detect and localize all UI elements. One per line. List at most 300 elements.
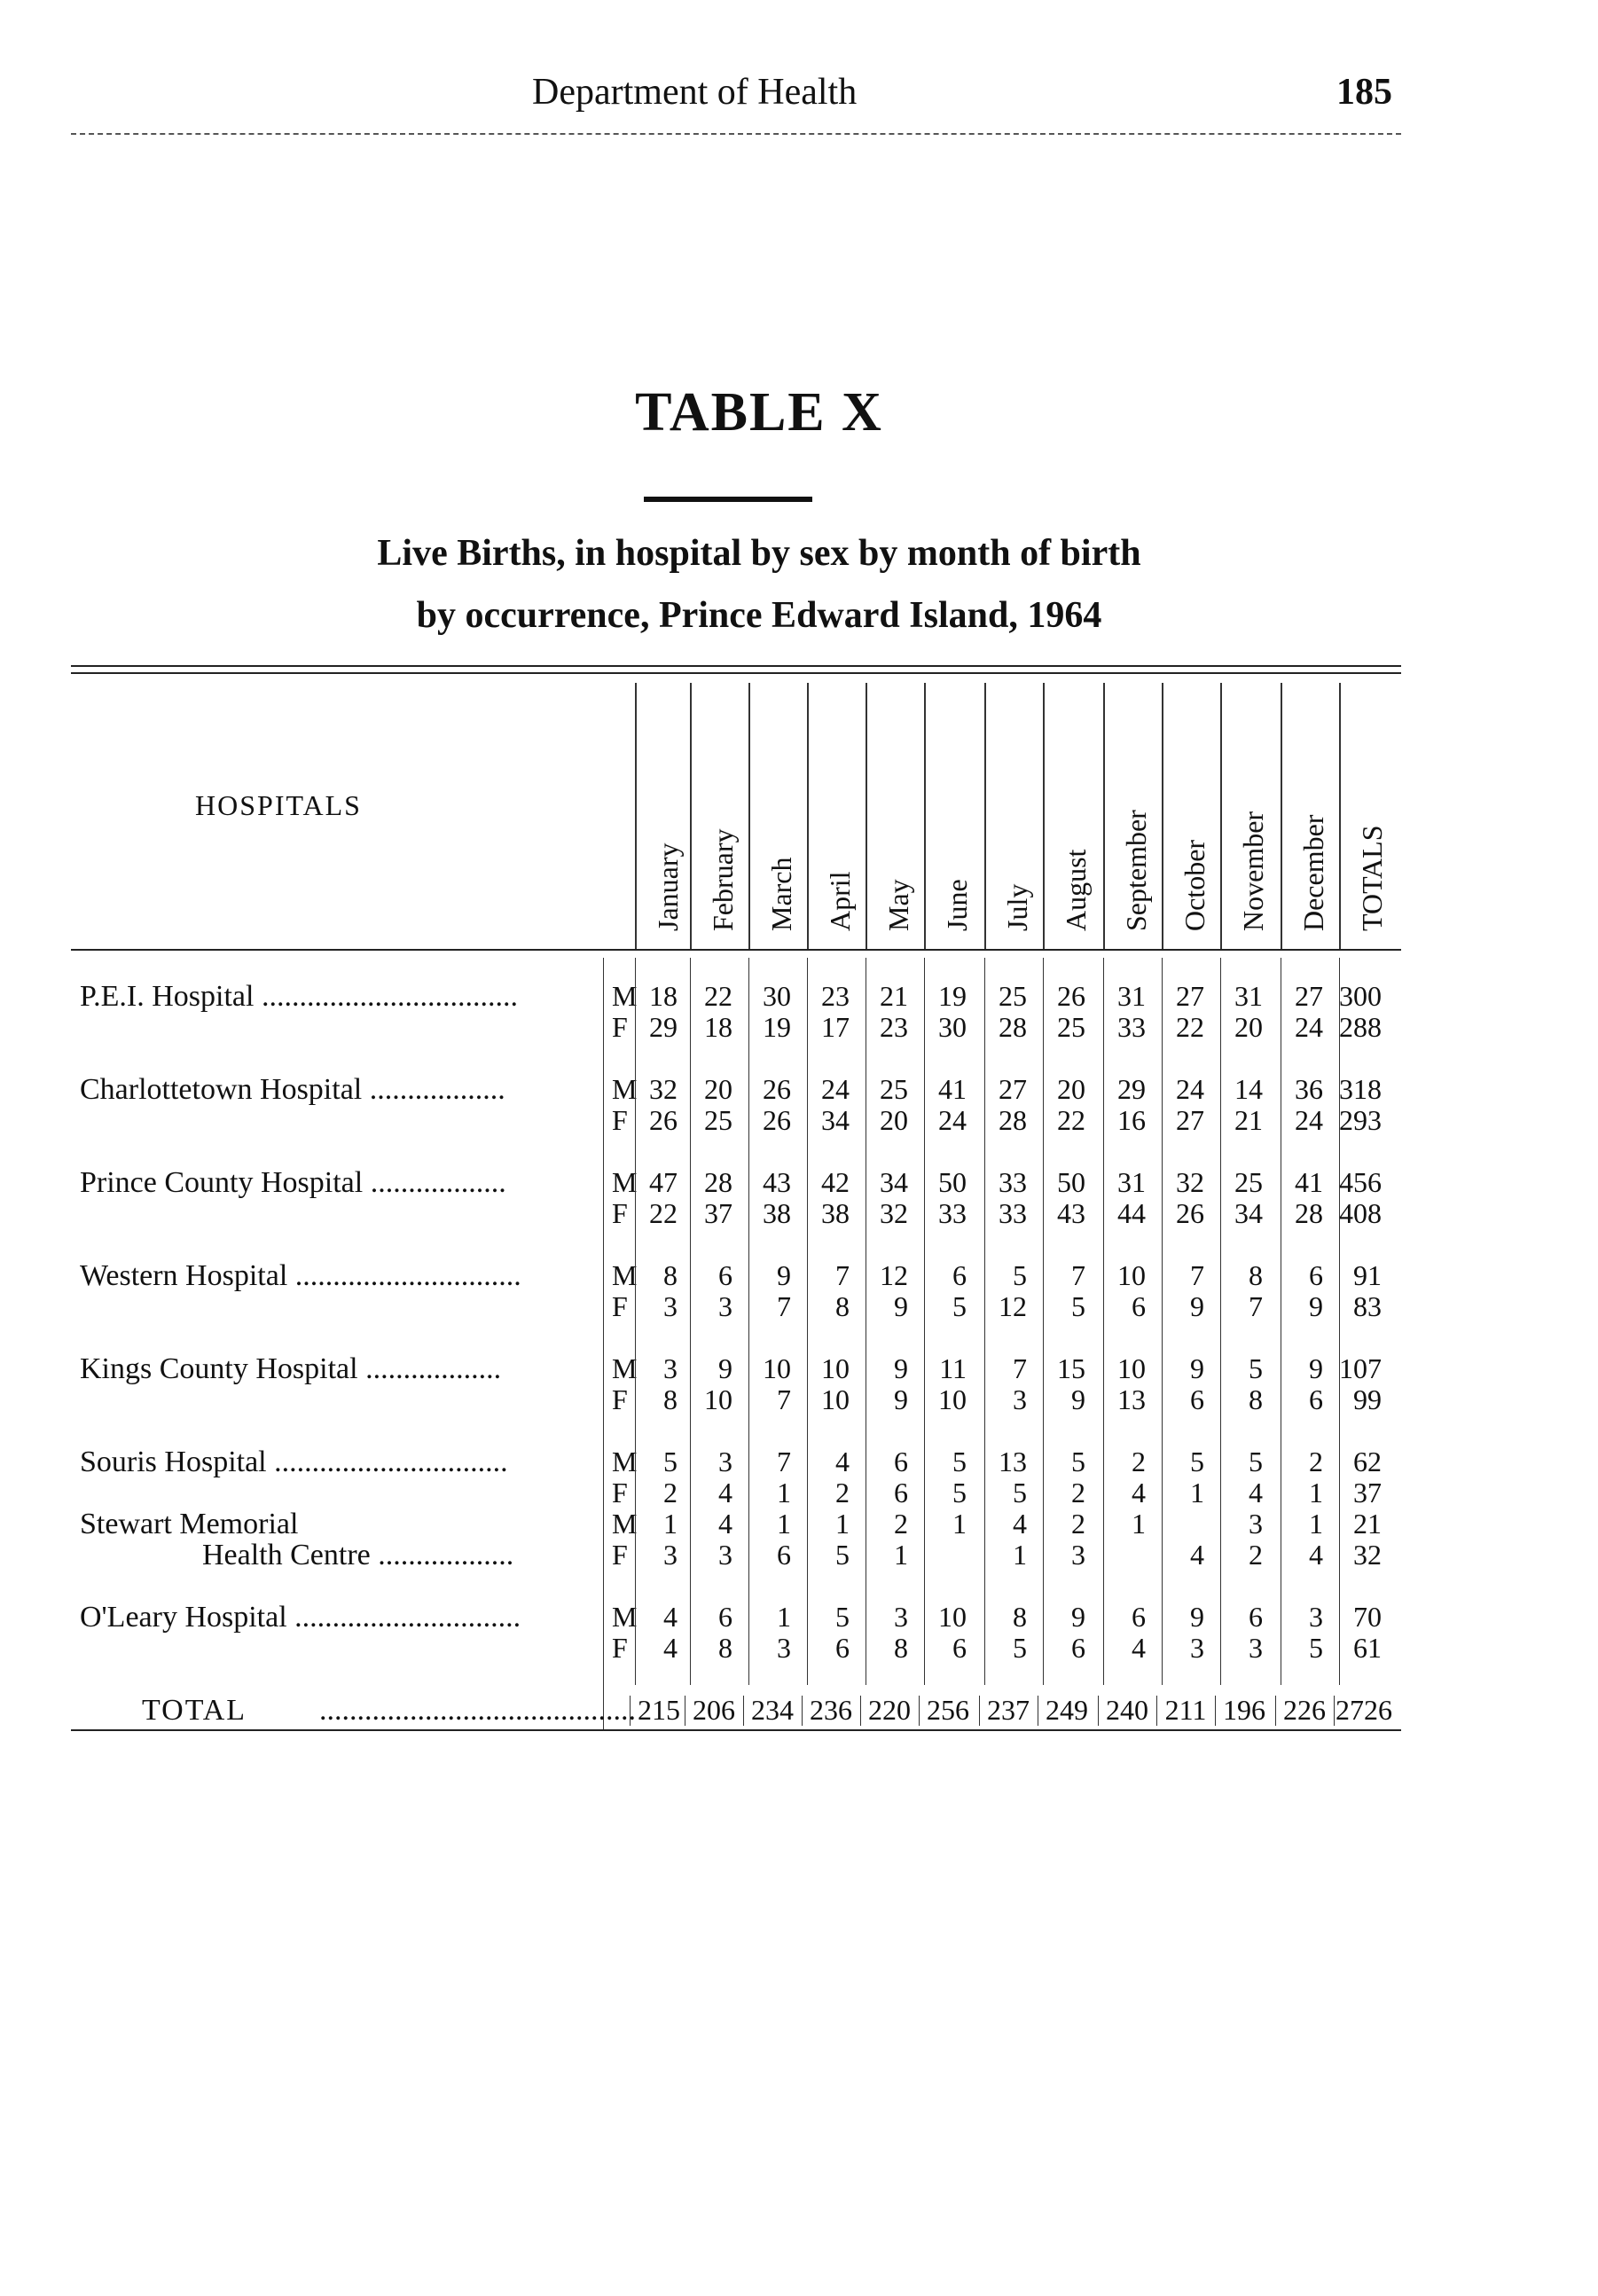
table-cell: 5 <box>835 1601 850 1633</box>
table-cell: 31 <box>1234 980 1263 1012</box>
total-divider <box>1334 1696 1335 1726</box>
table-cell: 8 <box>718 1632 732 1664</box>
table-cell: 25 <box>999 980 1027 1012</box>
table-cell: 2 <box>1132 1446 1146 1477</box>
row-total-cell: 83 <box>1353 1290 1382 1322</box>
table-cell: 19 <box>763 1011 791 1043</box>
table-cell: 4 <box>835 1446 850 1477</box>
month-header-october: October <box>1179 839 1210 931</box>
table-cell: 25 <box>880 1073 908 1105</box>
table-cell: 6 <box>1071 1632 1085 1664</box>
sex-label: F <box>612 1197 628 1229</box>
hospital-name: Kings County Hospital .................. <box>80 1352 502 1385</box>
table-cell: 7 <box>1013 1352 1027 1384</box>
table-cell: 3 <box>718 1539 732 1571</box>
table-cell: 6 <box>952 1259 967 1291</box>
row-total-cell: 288 <box>1339 1011 1382 1043</box>
table-cell: 4 <box>663 1632 678 1664</box>
table-cell: 18 <box>704 1011 732 1043</box>
table-cell: 7 <box>1249 1290 1263 1322</box>
sex-label: F <box>612 1632 628 1664</box>
table-cell: 7 <box>777 1383 791 1415</box>
total-cell: 196 <box>1223 1694 1265 1726</box>
column-divider <box>690 683 692 949</box>
month-header-july: July <box>1001 883 1033 931</box>
table-cell: 8 <box>1249 1259 1263 1291</box>
table-cell: 24 <box>1295 1011 1323 1043</box>
table-cell: 6 <box>1249 1601 1263 1633</box>
hospital-name: Health Centre .................. <box>202 1539 514 1571</box>
table-cell: 10 <box>938 1601 967 1633</box>
row-total-cell: 21 <box>1353 1508 1382 1540</box>
table-cell: 9 <box>1309 1290 1323 1322</box>
column-divider <box>635 683 637 949</box>
table-cell: 24 <box>1176 1073 1204 1105</box>
sex-label: F <box>612 1477 628 1508</box>
row-total-cell: 456 <box>1339 1166 1382 1198</box>
row-total-cell: 293 <box>1339 1104 1382 1136</box>
table-cell: 24 <box>821 1073 850 1105</box>
table-cell: 10 <box>821 1383 850 1415</box>
table-cell: 5 <box>1013 1477 1027 1508</box>
column-divider <box>1043 683 1045 949</box>
total-cell: 237 <box>987 1694 1030 1726</box>
table-cell: 27 <box>1176 980 1204 1012</box>
table-cell: 20 <box>880 1104 908 1136</box>
table-cell: 14 <box>1234 1073 1263 1105</box>
table-cell: 7 <box>1190 1259 1204 1291</box>
table-cell: 8 <box>663 1383 678 1415</box>
table-cell: 10 <box>1117 1259 1146 1291</box>
hospital-name: P.E.I. Hospital .................................. <box>80 980 518 1013</box>
table-cell: 6 <box>1132 1290 1146 1322</box>
column-divider <box>924 683 926 949</box>
table-cell: 26 <box>649 1104 678 1136</box>
sex-label: F <box>612 1290 628 1322</box>
column-divider <box>635 958 636 1685</box>
month-header-april: April <box>824 871 856 931</box>
column-divider <box>1103 683 1105 949</box>
table-cell: 23 <box>880 1011 908 1043</box>
table-cell: 9 <box>718 1352 732 1384</box>
table-cell: 13 <box>1117 1383 1146 1415</box>
table-cell: 5 <box>1309 1632 1323 1664</box>
table-cell: 27 <box>1176 1104 1204 1136</box>
table-cell: 2 <box>1249 1539 1263 1571</box>
table-cell: 7 <box>835 1259 850 1291</box>
total-divider <box>860 1696 861 1726</box>
table-cell: 9 <box>894 1290 908 1322</box>
column-divider <box>1162 683 1163 949</box>
table-cell: 9 <box>1071 1383 1085 1415</box>
table-top-rule <box>71 665 1401 674</box>
column-divider <box>690 958 691 1685</box>
table-cell: 32 <box>649 1073 678 1105</box>
table-cell: 47 <box>649 1166 678 1198</box>
table-cell: 11 <box>939 1352 967 1384</box>
row-total-cell: 300 <box>1339 980 1382 1012</box>
row-total-cell: 318 <box>1339 1073 1382 1105</box>
column-divider <box>1103 958 1104 1685</box>
table-cell: 5 <box>952 1477 967 1508</box>
table-cell: 33 <box>938 1197 967 1229</box>
table-cell: 4 <box>1309 1539 1323 1571</box>
table-cell: 27 <box>1295 980 1323 1012</box>
table-cell: 8 <box>835 1290 850 1322</box>
table-cell: 10 <box>938 1383 967 1415</box>
table-cell: 4 <box>1132 1632 1146 1664</box>
table-cell: 5 <box>1071 1446 1085 1477</box>
total-divider <box>802 1696 803 1726</box>
table-cell: 21 <box>1234 1104 1263 1136</box>
table-cell: 25 <box>704 1104 732 1136</box>
table-cell: 7 <box>777 1290 791 1322</box>
table-cell: 2 <box>1071 1477 1085 1508</box>
table-cell: 3 <box>1190 1632 1204 1664</box>
table-cell: 4 <box>663 1601 678 1633</box>
hospital-name: O'Leary Hospital .............................. <box>80 1601 521 1634</box>
total-cell: 220 <box>868 1694 911 1726</box>
hospital-name: Prince County Hospital .................. <box>80 1166 506 1199</box>
table-cell: 28 <box>999 1104 1027 1136</box>
column-divider <box>1339 683 1341 949</box>
table-cell: 9 <box>894 1383 908 1415</box>
total-divider <box>1098 1696 1099 1726</box>
table-cell: 4 <box>1190 1539 1204 1571</box>
table-cell: 34 <box>1234 1197 1263 1229</box>
table-cell: 6 <box>894 1446 908 1477</box>
table-cell: 5 <box>1190 1446 1204 1477</box>
table-cell: 2 <box>1071 1508 1085 1540</box>
table-cell: 25 <box>1234 1166 1263 1198</box>
total-cell: 256 <box>927 1694 969 1726</box>
total-divider <box>1156 1696 1157 1726</box>
table-title: TABLE X <box>635 382 883 443</box>
total-divider <box>919 1696 920 1726</box>
table-cell: 9 <box>777 1259 791 1291</box>
column-divider <box>924 958 925 1685</box>
month-header-august: August <box>1060 849 1092 931</box>
table-cell: 12 <box>999 1290 1027 1322</box>
table-cell: 26 <box>763 1073 791 1105</box>
total-cell: 206 <box>693 1694 735 1726</box>
table-cell: 20 <box>704 1073 732 1105</box>
table-cell: 12 <box>880 1259 908 1291</box>
table-cell: 1 <box>1309 1477 1323 1508</box>
grand-total-cell: 2726 <box>1336 1694 1392 1726</box>
month-header-june: June <box>941 879 973 931</box>
sex-column-divider <box>603 958 604 1729</box>
column-divider <box>1339 958 1340 1685</box>
table-cell: 3 <box>894 1601 908 1633</box>
table-cell: 17 <box>821 1011 850 1043</box>
table-cell: 26 <box>763 1104 791 1136</box>
table-cell: 30 <box>763 980 791 1012</box>
table-cell: 3 <box>777 1632 791 1664</box>
row-total-cell: 62 <box>1353 1446 1382 1477</box>
month-header-may: May <box>882 879 914 931</box>
row-total-cell: 70 <box>1353 1601 1382 1633</box>
table-cell: 26 <box>1057 980 1085 1012</box>
row-total-cell: 61 <box>1353 1632 1382 1664</box>
table-cell: 1 <box>663 1508 678 1540</box>
table-cell: 44 <box>1117 1197 1146 1229</box>
table-cell: 5 <box>663 1446 678 1477</box>
table-cell: 3 <box>663 1539 678 1571</box>
table-cell: 34 <box>880 1166 908 1198</box>
table-cell: 4 <box>1013 1508 1027 1540</box>
column-divider <box>1162 958 1163 1685</box>
table-cell: 3 <box>1249 1508 1263 1540</box>
sex-label: M <box>612 1352 638 1384</box>
table-cell: 28 <box>1295 1197 1323 1229</box>
month-header-november: November <box>1237 811 1269 931</box>
table-cell: 22 <box>1057 1104 1085 1136</box>
total-cell: 226 <box>1283 1694 1326 1726</box>
table-cell: 6 <box>1190 1383 1204 1415</box>
table-cell: 6 <box>894 1477 908 1508</box>
header-rule <box>71 133 1401 135</box>
table-cell: 19 <box>938 980 967 1012</box>
table-cell: 2 <box>663 1477 678 1508</box>
table-cell: 32 <box>880 1197 908 1229</box>
total-divider <box>1215 1696 1216 1726</box>
table-cell: 20 <box>1234 1011 1263 1043</box>
table-cell: 6 <box>1309 1259 1323 1291</box>
table-cell: 15 <box>1057 1352 1085 1384</box>
table-cell: 29 <box>1117 1073 1146 1105</box>
hospitals-column-header: HOSPITALS <box>195 789 362 821</box>
sex-label: M <box>612 1508 638 1540</box>
column-divider <box>1281 683 1282 949</box>
total-divider <box>743 1696 744 1726</box>
table-cell: 5 <box>1013 1259 1027 1291</box>
total-cell: 240 <box>1106 1694 1148 1726</box>
row-total-cell: 37 <box>1353 1477 1382 1508</box>
column-divider <box>1220 683 1222 949</box>
row-total-cell: 91 <box>1353 1259 1382 1291</box>
table-cell: 1 <box>1190 1477 1204 1508</box>
table-cell: 31 <box>1117 1166 1146 1198</box>
table-cell: 3 <box>663 1290 678 1322</box>
table-cell: 38 <box>821 1197 850 1229</box>
table-cell: 1 <box>894 1539 908 1571</box>
table-cell: 3 <box>663 1352 678 1384</box>
header-bottom-rule <box>71 949 1401 951</box>
table-cell: 5 <box>1013 1632 1027 1664</box>
table-cell: 6 <box>718 1601 732 1633</box>
table-cell: 8 <box>894 1632 908 1664</box>
total-divider <box>630 1696 631 1726</box>
sex-label: F <box>612 1539 628 1571</box>
table-cell: 23 <box>821 980 850 1012</box>
page-header <box>71 71 1401 124</box>
total-cell: 249 <box>1046 1694 1088 1726</box>
table-cell: 1 <box>777 1601 791 1633</box>
table-cell: 2 <box>894 1508 908 1540</box>
column-divider <box>807 683 809 949</box>
sex-label: M <box>612 980 638 1012</box>
row-total-cell: 99 <box>1353 1383 1382 1415</box>
table-cell: 1 <box>835 1508 850 1540</box>
table-subtitle-line1: Live Births, in hospital by sex by month of birth <box>377 533 1141 574</box>
table-cell: 6 <box>777 1539 791 1571</box>
table-cell: 1 <box>1013 1539 1027 1571</box>
column-divider <box>1043 958 1044 1685</box>
table-cell: 6 <box>952 1632 967 1664</box>
table-cell: 21 <box>880 980 908 1012</box>
sex-label: M <box>612 1166 638 1198</box>
table-cell: 1 <box>1309 1508 1323 1540</box>
sex-label: M <box>612 1073 638 1105</box>
table-cell: 6 <box>1132 1601 1146 1633</box>
department-name: Department of Health <box>532 72 858 113</box>
table-cell: 3 <box>1249 1632 1263 1664</box>
column-divider <box>807 958 808 1685</box>
table-cell: 2 <box>1309 1446 1323 1477</box>
table-cell: 6 <box>718 1259 732 1291</box>
table-cell: 9 <box>1190 1601 1204 1633</box>
total-cell: 215 <box>638 1694 680 1726</box>
table-cell: 4 <box>718 1477 732 1508</box>
table-cell: 1 <box>777 1477 791 1508</box>
table-cell: 27 <box>999 1073 1027 1105</box>
table-cell: 22 <box>649 1197 678 1229</box>
table-cell: 3 <box>1309 1601 1323 1633</box>
month-header-totals: TOTALS <box>1356 825 1388 931</box>
table-cell: 4 <box>1249 1477 1263 1508</box>
table-cell: 1 <box>777 1508 791 1540</box>
table-cell: 34 <box>821 1104 850 1136</box>
hospital-name: Souris Hospital ............................... <box>80 1446 508 1478</box>
table-cell: 4 <box>718 1508 732 1540</box>
table-cell: 5 <box>1071 1290 1085 1322</box>
sex-label: M <box>612 1259 638 1291</box>
total-divider <box>979 1696 980 1726</box>
table-cell: 9 <box>1071 1601 1085 1633</box>
table-cell: 33 <box>999 1166 1027 1198</box>
table-cell: 28 <box>704 1166 732 1198</box>
total-rule <box>71 1729 1401 1731</box>
table-cell: 10 <box>821 1352 850 1384</box>
table-cell: 10 <box>763 1352 791 1384</box>
sex-label: F <box>612 1104 628 1136</box>
sex-label: F <box>612 1383 628 1415</box>
total-cell: 211 <box>1164 1694 1207 1726</box>
total-cell: 236 <box>810 1694 852 1726</box>
table-cell: 6 <box>835 1632 850 1664</box>
table-cell: 10 <box>1117 1352 1146 1384</box>
table-cell: 5 <box>952 1290 967 1322</box>
table-cell: 4 <box>1132 1477 1146 1508</box>
table-subtitle-line2: by occurrence, Prince Edward Island, 1964 <box>416 595 1102 636</box>
table-cell: 1 <box>1132 1508 1146 1540</box>
table-cell: 9 <box>1190 1290 1204 1322</box>
table-cell: 42 <box>821 1166 850 1198</box>
table-cell: 41 <box>1295 1166 1323 1198</box>
column-divider <box>866 683 867 949</box>
table-cell: 3 <box>1071 1539 1085 1571</box>
table-cell: 9 <box>1190 1352 1204 1384</box>
sex-label: M <box>612 1446 638 1477</box>
table-cell: 31 <box>1117 980 1146 1012</box>
month-header-december: December <box>1297 814 1329 931</box>
month-header-september: September <box>1120 810 1152 931</box>
table-cell: 13 <box>999 1446 1027 1477</box>
table-cell: 6 <box>1309 1383 1323 1415</box>
table-cell: 22 <box>1176 1011 1204 1043</box>
table-cell: 37 <box>704 1197 732 1229</box>
table-cell: 2 <box>835 1477 850 1508</box>
table-cell: 50 <box>938 1166 967 1198</box>
column-divider <box>984 958 985 1685</box>
table-cell: 33 <box>1117 1011 1146 1043</box>
table-cell: 7 <box>1071 1259 1085 1291</box>
table-cell: 43 <box>763 1166 791 1198</box>
table-cell: 22 <box>704 980 732 1012</box>
table-cell: 24 <box>938 1104 967 1136</box>
table-cell: 1 <box>952 1508 967 1540</box>
total-cell: 234 <box>751 1694 794 1726</box>
table-cell: 36 <box>1295 1073 1323 1105</box>
table-cell: 26 <box>1176 1197 1204 1229</box>
sex-label: M <box>612 1601 638 1633</box>
table-cell: 5 <box>835 1539 850 1571</box>
total-divider <box>1275 1696 1276 1726</box>
total-dot-leader: .......................................... <box>319 1694 636 1727</box>
table-cell: 18 <box>649 980 678 1012</box>
table-cell: 8 <box>663 1259 678 1291</box>
row-total-cell: 408 <box>1339 1197 1382 1229</box>
hospital-name: Stewart Memorial <box>80 1508 299 1540</box>
table-cell: 25 <box>1057 1011 1085 1043</box>
row-total-cell: 32 <box>1353 1539 1382 1571</box>
sex-label: F <box>612 1011 628 1043</box>
table-cell: 7 <box>777 1446 791 1477</box>
month-header-march: March <box>765 857 797 931</box>
table-cell: 9 <box>894 1352 908 1384</box>
hospital-name: Charlottetown Hospital .................. <box>80 1073 505 1106</box>
table-cell: 3 <box>718 1446 732 1477</box>
table-cell: 38 <box>763 1197 791 1229</box>
table-cell: 5 <box>1249 1352 1263 1384</box>
table-cell: 10 <box>704 1383 732 1415</box>
table-cell: 5 <box>1249 1446 1263 1477</box>
table-cell: 9 <box>1309 1352 1323 1384</box>
table-cell: 16 <box>1117 1104 1146 1136</box>
table-cell: 28 <box>999 1011 1027 1043</box>
hospital-name: Western Hospital .............................. <box>80 1259 521 1292</box>
table-cell: 8 <box>1249 1383 1263 1415</box>
table-cell: 24 <box>1295 1104 1323 1136</box>
table-cell: 20 <box>1057 1073 1085 1105</box>
month-header-january: January <box>652 842 684 931</box>
table-cell: 41 <box>938 1073 967 1105</box>
table-cell: 5 <box>952 1446 967 1477</box>
title-underline <box>644 497 812 502</box>
table-cell: 3 <box>1013 1383 1027 1415</box>
table-cell: 3 <box>718 1290 732 1322</box>
table-cell: 50 <box>1057 1166 1085 1198</box>
table-cell: 43 <box>1057 1197 1085 1229</box>
column-divider <box>748 958 749 1685</box>
month-header-february: February <box>707 828 739 931</box>
column-divider <box>1220 958 1221 1685</box>
table-cell: 30 <box>938 1011 967 1043</box>
table-cell: 33 <box>999 1197 1027 1229</box>
page-number: 185 <box>1336 72 1392 113</box>
table-cell: 8 <box>1013 1601 1027 1633</box>
